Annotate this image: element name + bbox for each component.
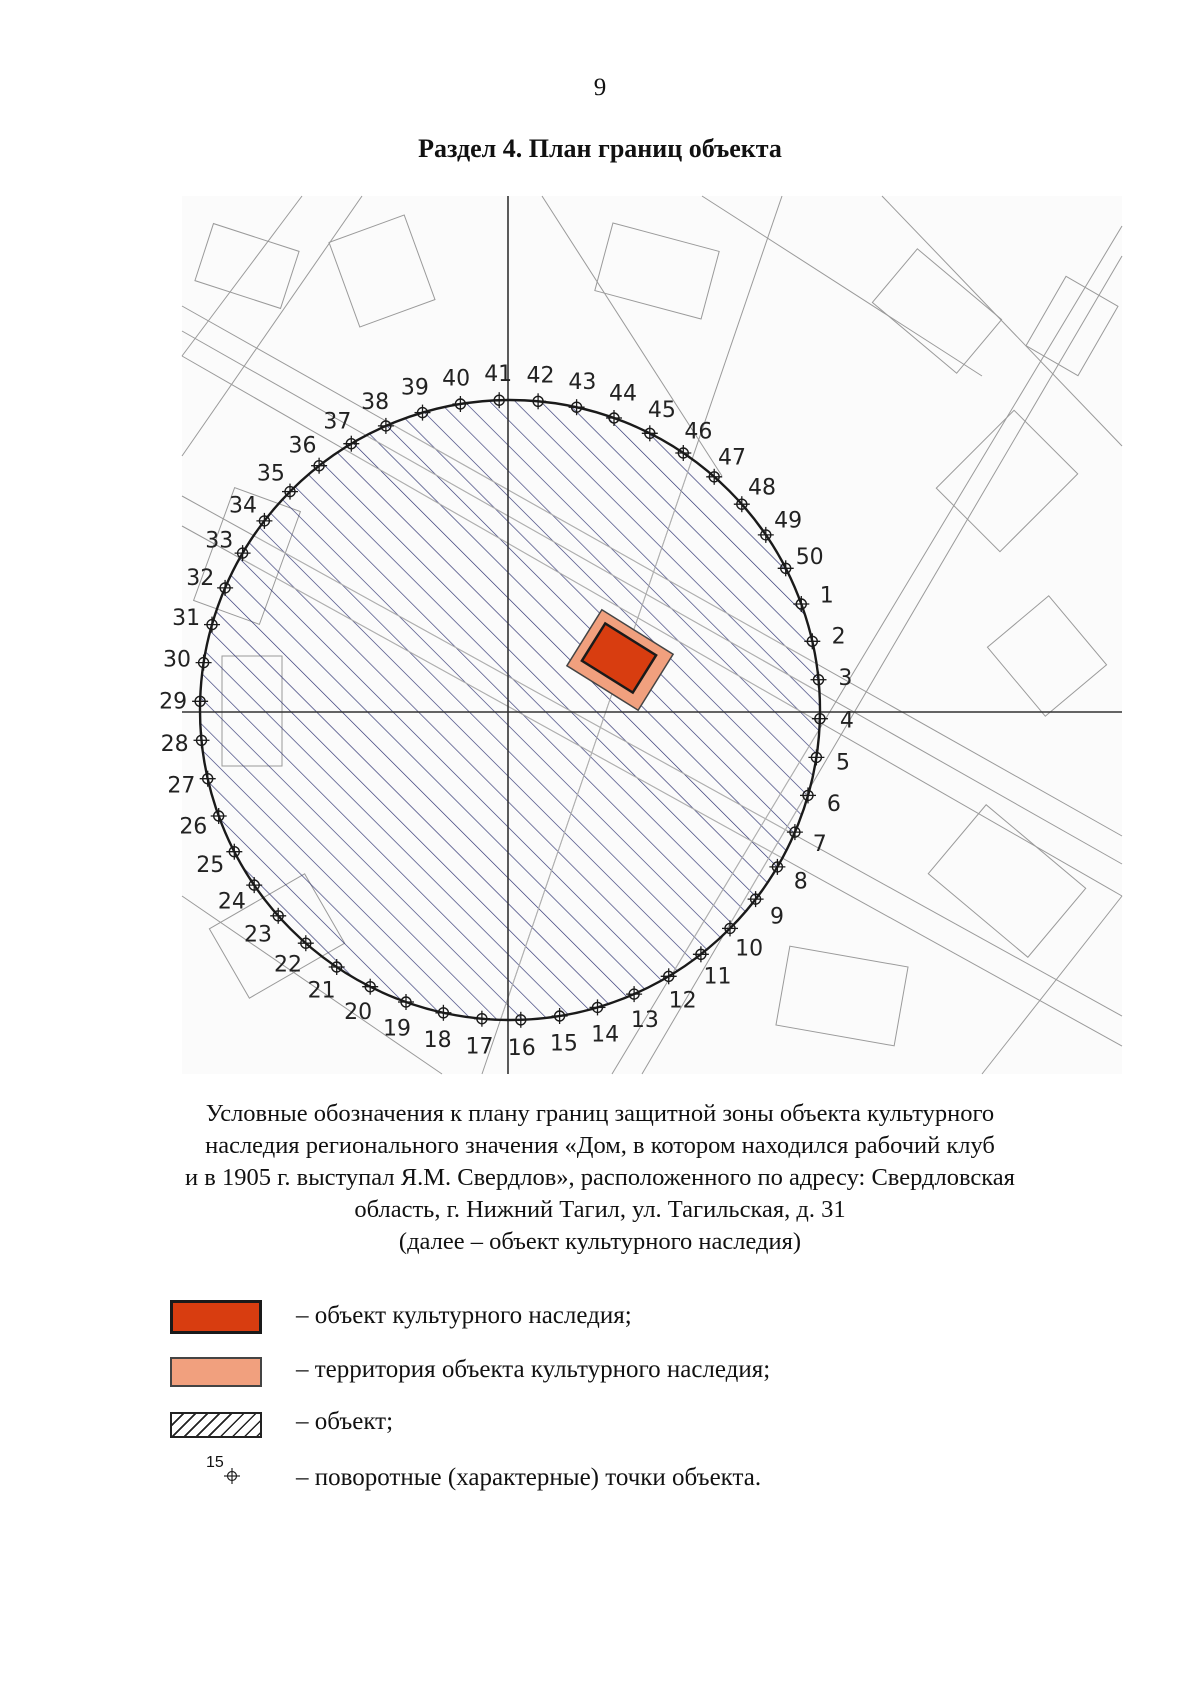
crosshair-icon: [224, 1468, 240, 1484]
turning-point: [442, 366, 470, 412]
turning-point-label: 45: [647, 398, 676, 424]
caption-line: наследия регионального значения «Дом, в котором находился рабочий клуб: [205, 1132, 995, 1159]
parcel-outline: [872, 249, 1001, 373]
caption-line: Условные обозначения к плану границ защитной зоны объекта культурного: [205, 1100, 995, 1127]
parcel-outline: [987, 596, 1106, 716]
turning-point-label: 49: [774, 508, 803, 534]
street-line: [182, 196, 302, 356]
turning-point-label: 21: [307, 978, 336, 1004]
turning-point-label: 20: [344, 999, 373, 1025]
turning-point: [550, 1008, 578, 1057]
turning-point-label: 1: [819, 583, 834, 609]
turning-point-label: 19: [383, 1016, 411, 1042]
parcel-outline: [928, 805, 1085, 958]
legend-item-object: [170, 1300, 1070, 1340]
turning-point-label: 36: [288, 433, 317, 459]
turning-point-label: 2: [831, 624, 846, 650]
turning-point-label: 39: [400, 375, 429, 401]
legend-label: – объект культурного наследия;: [296, 1302, 632, 1329]
turning-point-label: 25: [196, 853, 225, 878]
turning-point-label: 7: [812, 831, 827, 857]
legend-caption: [150, 1098, 1050, 1258]
hatch-swatch: [170, 1412, 262, 1438]
turning-point-label: 9: [770, 904, 784, 930]
turning-point-label: 42: [526, 363, 555, 389]
turning-point-label: 35: [256, 461, 285, 487]
turning-point-label: 29: [159, 689, 188, 715]
object-swatch: [170, 1300, 262, 1334]
turning-point-label: 3: [838, 666, 853, 692]
turning-point-label: 40: [442, 366, 471, 392]
turning-point-label: 26: [179, 814, 208, 840]
turning-point-label: 14: [591, 1022, 620, 1048]
page-number: 9: [593, 74, 607, 101]
turning-point-label: 16: [507, 1035, 536, 1061]
turning-point-label: 44: [609, 381, 637, 407]
turning-point-label: 4: [839, 708, 854, 734]
turning-point-label: 8: [793, 869, 808, 895]
turning-point-label: 50: [795, 545, 824, 570]
legend-item-zone: [170, 1406, 1070, 1446]
turning-point-label: 31: [172, 606, 201, 632]
turning-point-label: 38: [361, 390, 390, 416]
turning-point-label: 24: [217, 889, 246, 915]
legend-item-points: [170, 1454, 1070, 1502]
territory-swatch: [170, 1357, 262, 1387]
turning-point-label: 23: [244, 922, 272, 948]
street-line: [982, 896, 1122, 1074]
turning-point-label: 46: [684, 419, 713, 445]
legend-label: – территория объекта культурного наследия;: [296, 1356, 771, 1383]
turning-point-label: 18: [423, 1028, 452, 1054]
turning-point-label: 37: [323, 409, 352, 435]
map-canvas: [159, 196, 1122, 1074]
caption-line: область, г. Нижний Тагил, ул. Тагильская, д. 31: [354, 1196, 846, 1223]
turning-point-label: 17: [465, 1034, 494, 1060]
turning-point-label: 11: [703, 964, 732, 990]
caption-line: (далее – объект культурного наследия): [398, 1228, 802, 1255]
turning-point-label: 43: [568, 369, 597, 395]
parcel-outline: [595, 223, 719, 319]
turning-point-label: 10: [735, 936, 764, 962]
point-symbol-number: 15: [206, 1454, 224, 1471]
turning-point-label: 27: [167, 773, 196, 799]
section-title: Раздел 4. План границ объекта: [418, 134, 782, 163]
turning-point-label: 22: [274, 952, 302, 978]
caption-line: и в 1905 г. выступал Я.М. Свердлов», расположенного по адресу: Свердловская: [185, 1164, 1015, 1191]
turning-point-label: 47: [718, 445, 746, 471]
turning-point-label: 32: [186, 566, 215, 592]
turning-point-label: 33: [205, 528, 234, 554]
turning-point-label: 28: [160, 731, 189, 757]
parcel-outline: [195, 224, 299, 309]
turning-point-label: 48: [748, 475, 776, 501]
turning-point-label: 6: [826, 791, 841, 817]
turning-point-label: 15: [549, 1031, 578, 1057]
parcel-outline: [776, 946, 908, 1046]
street-line: [882, 196, 1122, 446]
street-line: [702, 196, 982, 376]
turning-point-label: 34: [229, 493, 257, 519]
parcel-outline: [936, 410, 1077, 551]
protection-zone-area: [200, 400, 820, 1020]
turning-point: [804, 624, 845, 649]
legend-item-territory: [170, 1354, 1070, 1394]
turning-point-label: 41: [484, 362, 513, 388]
turning-point-label: 30: [163, 647, 191, 673]
turning-point-label: 12: [668, 988, 697, 1014]
legend-label: – поворотные (характерные) точки объекта.: [296, 1464, 762, 1491]
boundary-plan-map: [159, 196, 1122, 1074]
point-symbol: [206, 1454, 256, 1494]
turning-point-label: 13: [630, 1007, 659, 1033]
turning-point-label: 5: [836, 750, 850, 776]
parcel-outline: [329, 215, 435, 327]
legend-label: – объект;: [296, 1408, 394, 1435]
